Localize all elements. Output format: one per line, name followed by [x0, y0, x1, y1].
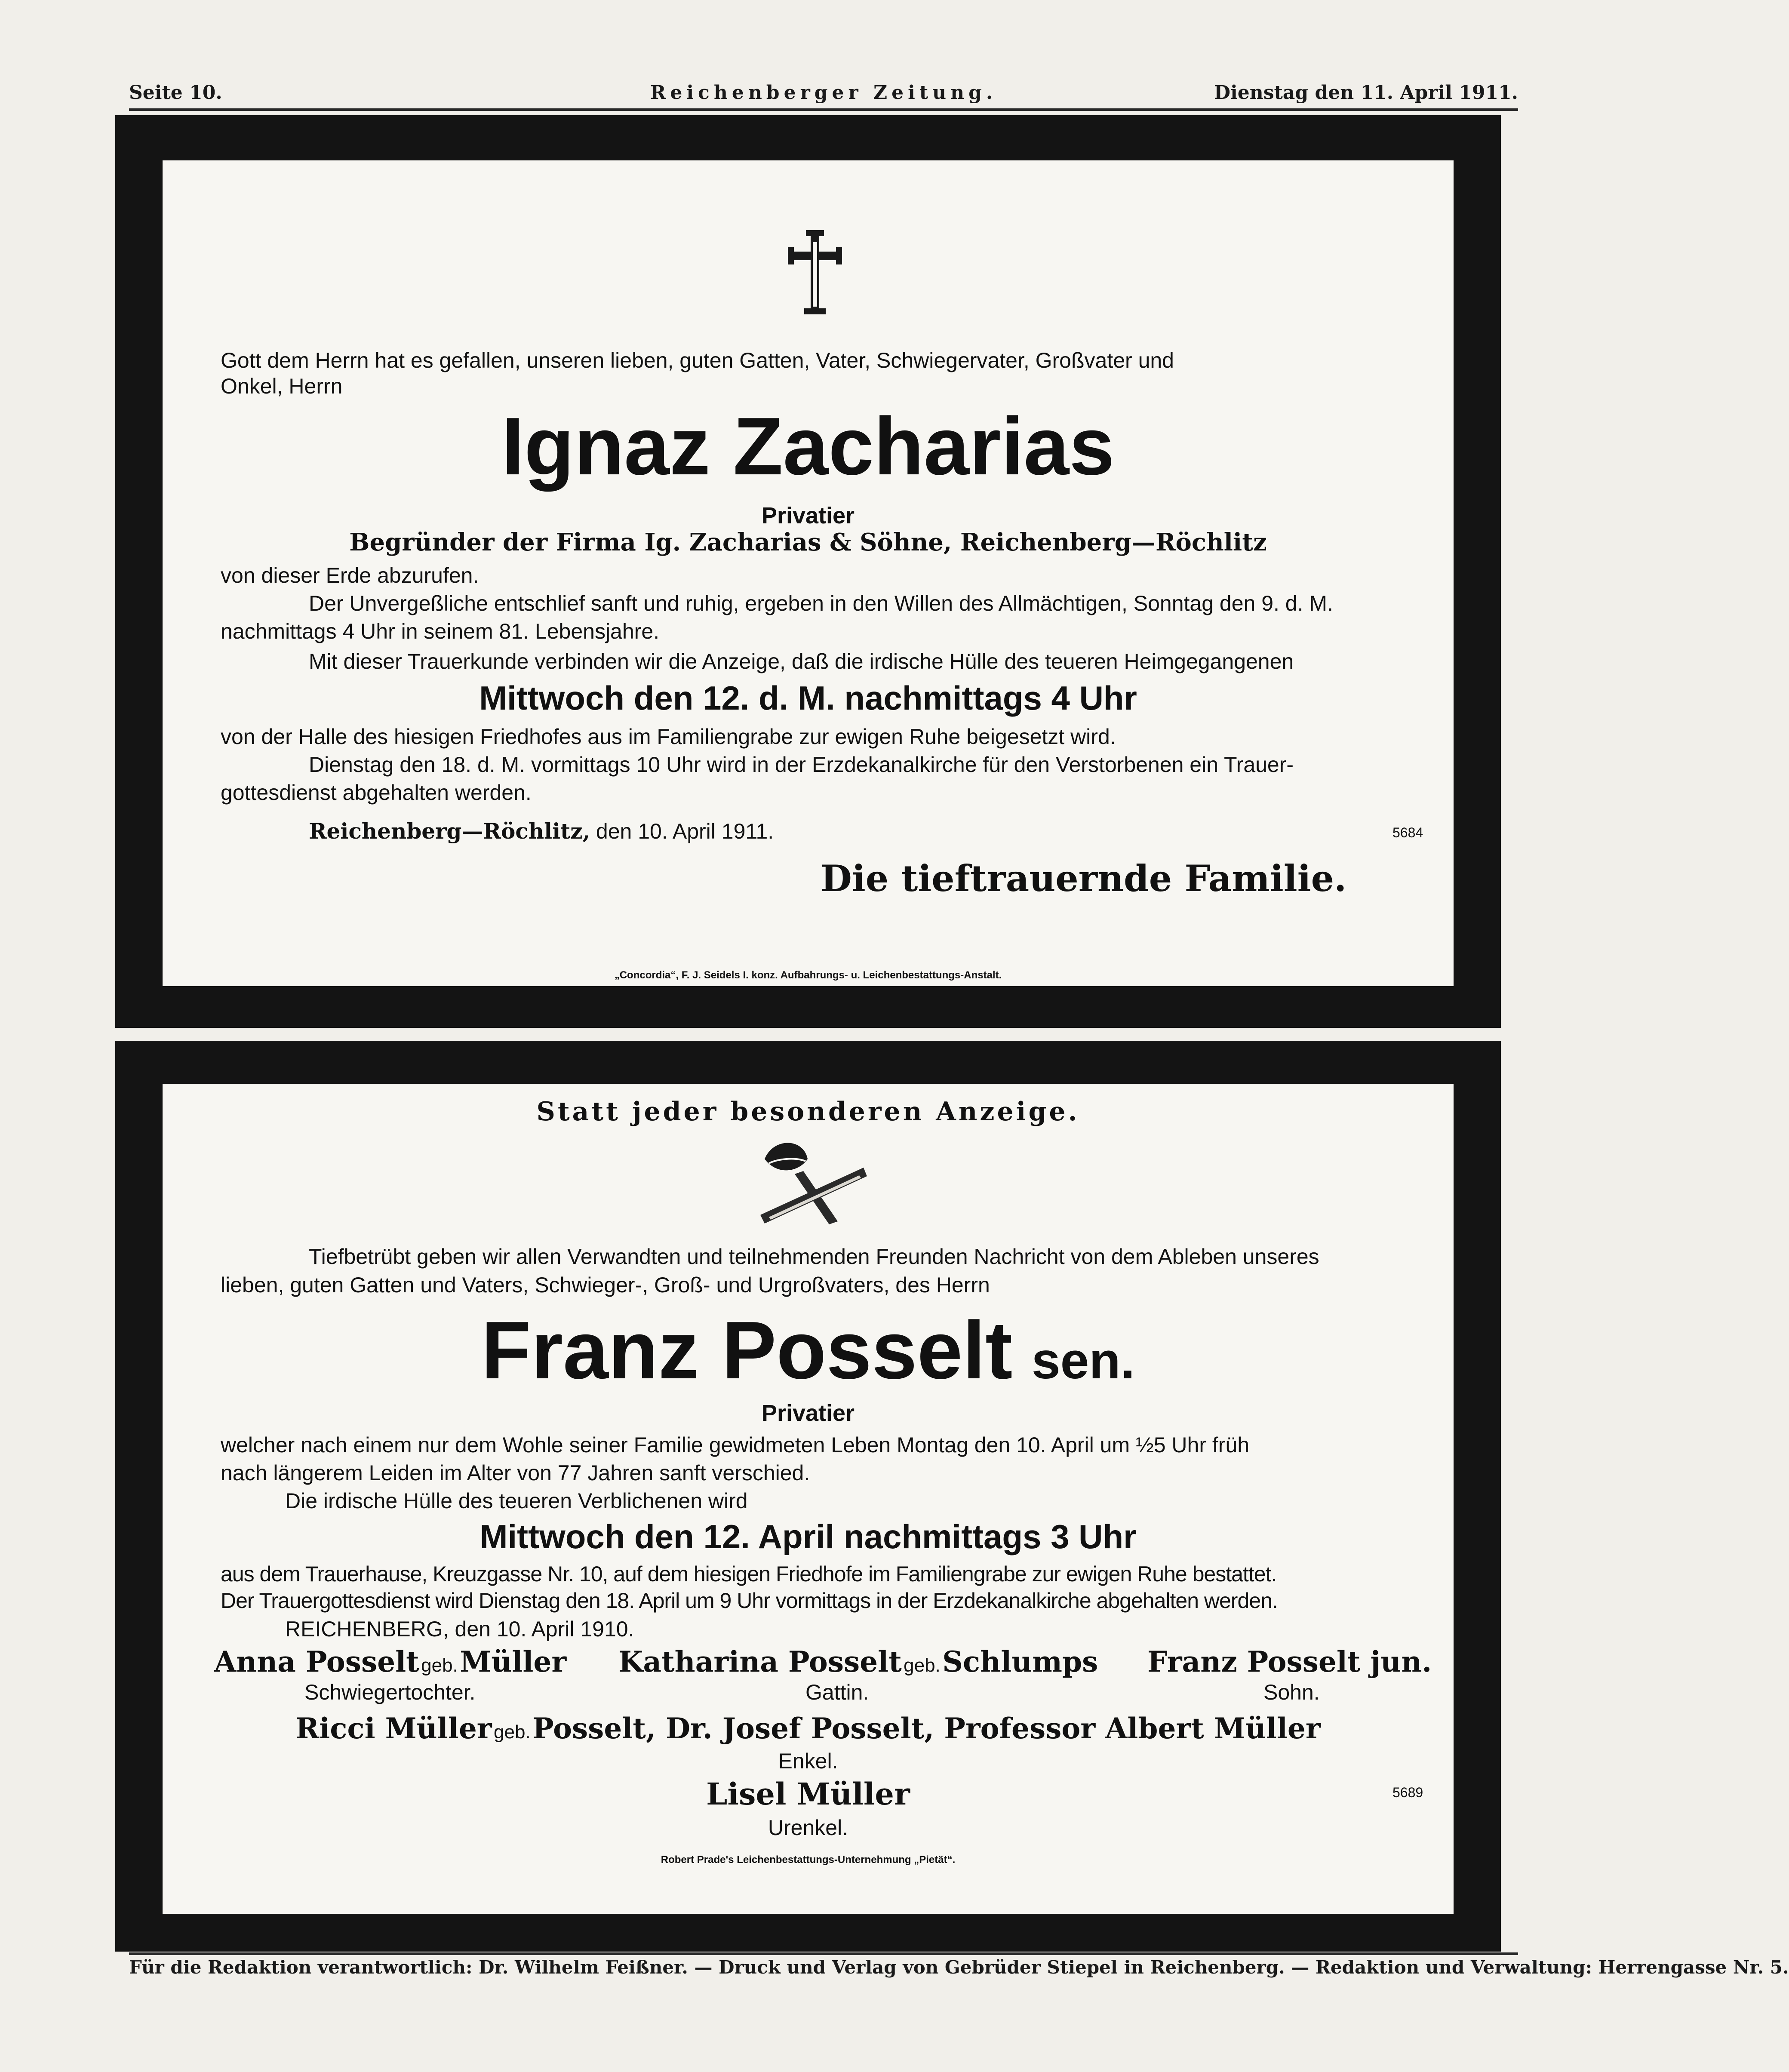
- deceased-occupation: Privatier: [761, 503, 855, 529]
- obituary-frame-posselt: [115, 1041, 1501, 1952]
- undertaker-credit: „Concordia“, F. J. Seidels I. konz. Aufbahrungs- u. Leichenbestattungs-Anstalt.: [614, 969, 1002, 981]
- place: Reichenberg—Röchlitz,: [309, 818, 590, 844]
- deceased-name-line: [163, 1305, 1454, 1406]
- text-line-a: welcher nach einem nur dem Wohle seiner Familie gewidmeten Leben Montag den 10. April um ½5 Uhr früh: [221, 1433, 1250, 1457]
- footer-rule: [129, 1952, 1518, 1955]
- great-grandchild-relation: Urenkel.: [768, 1816, 848, 1840]
- text-line-c: Die irdische Hülle des teueren Verblichenen wird: [285, 1489, 748, 1513]
- header-rule: [129, 108, 1518, 111]
- mourner-2: [618, 1645, 1098, 1679]
- issue-date: Dienstag den 11. April 1911.: [1214, 82, 1518, 104]
- text-line-b: Der Unvergeßliche entschlief sanft und ruhig, ergeben in den Willen des Allmächtigen, Sonntag den 9. d. M.: [309, 591, 1333, 615]
- deceased-name: Franz Posselt: [481, 1305, 1013, 1396]
- funeral-date: Mittwoch den 12. April nachmittags 3 Uhr: [480, 1518, 1137, 1556]
- mourner-geb: geb.: [904, 1655, 941, 1676]
- text-line-g: gottesdienst abgehalten werden.: [221, 781, 532, 805]
- palm-cross-icon: [756, 1133, 868, 1232]
- grandchildren-names: Posselt, Dr. Josef Posselt, Professor Albert Müller: [532, 1712, 1321, 1745]
- mourner-geb: geb.: [421, 1655, 458, 1676]
- deceased-name: Ignaz Zacharias: [501, 401, 1115, 492]
- mourner-maiden: Schlumps: [942, 1645, 1098, 1679]
- page-number: Seite 10.: [129, 82, 222, 104]
- place-date-line: [309, 818, 774, 844]
- text-line-a: von dieser Erde abzurufen.: [221, 563, 479, 587]
- text-line-e: Der Trauergottesdienst wird Dienstag den 18. April um 9 Uhr vormittags in der Erzdekanalkirche abgehalten werden.: [221, 1589, 1278, 1613]
- text-line-d: Mit dieser Trauerkunde verbinden wir die Anzeige, daß die irdische Hülle des teueren Heimgegangenen: [309, 649, 1294, 673]
- mourner-1-relation: Schwiegertochter.: [304, 1680, 476, 1704]
- grandchild-geb: geb.: [494, 1722, 531, 1743]
- signature: Die tieftrauernde Familie.: [821, 857, 1347, 900]
- obituary-frame-zacharias: [115, 115, 1501, 1028]
- place-date: REICHENBERG, den 10. April 1910.: [285, 1617, 634, 1641]
- great-grandchild: Lisel Müller: [706, 1776, 910, 1812]
- mourner-name: Katharina Posselt: [618, 1645, 902, 1679]
- intro-line-1: Tiefbetrübt geben wir allen Verwandten und teilnehmenden Freunden Nachricht von dem Ableben unseres: [309, 1245, 1319, 1269]
- grandchildren: [163, 1712, 1454, 1745]
- text-line-d: aus dem Trauerhause, Kreuzgasse Nr. 10, auf dem hiesigen Friedhofe im Familiengrabe zur ewigen Ruhe bestattet.: [221, 1562, 1277, 1586]
- grandchildren-relation: Enkel.: [778, 1749, 838, 1773]
- reference-number: 5684: [1392, 825, 1423, 840]
- deceased-name-suffix: sen.: [1031, 1332, 1135, 1390]
- page-footer: Für die Redaktion verantwortlich: Dr. Wilhelm Feißner. — Druck und Verlag von Gebrüder Stiepel in Reichenberg. — Redaktion und Verwaltung: Herrengasse Nr. 5.: [129, 1957, 1789, 1978]
- mourner-3-relation: Sohn.: [1263, 1680, 1320, 1704]
- intro-line-2: Onkel, Herrn: [221, 374, 343, 398]
- text-line-f: Dienstag den 18. d. M. vormittags 10 Uhr wird in der Erzdekanalkirche für den Verstorbenen ein Trauer-: [309, 753, 1294, 777]
- text-line-e: von der Halle des hiesigen Friedhofes aus im Familiengrabe zur ewigen Ruhe beigesetzt wird.: [221, 725, 1116, 749]
- date: den 10. April 1911.: [596, 819, 774, 843]
- obituary-posselt: [163, 1084, 1454, 1914]
- mourner-2-relation: Gattin.: [805, 1680, 869, 1704]
- text-line-b: nach längerem Leiden im Alter von 77 Jahren sanft verschied.: [221, 1461, 810, 1485]
- funeral-date: Mittwoch den 12. d. M. nachmittags 4 Uhr: [479, 679, 1137, 717]
- obituary-zacharias: [163, 160, 1454, 986]
- intro-line-2: lieben, guten Gatten und Vaters, Schwieger-, Groß- und Urgroßvaters, des Herrn: [221, 1273, 990, 1297]
- page-header: [129, 77, 1518, 108]
- mourner-3: Franz Posselt jun.: [1147, 1645, 1432, 1679]
- undertaker-credit: Robert Prade's Leichenbestattungs-Unternehmung „Pietät“.: [661, 1854, 956, 1866]
- mourner-maiden: Müller: [460, 1645, 567, 1679]
- mourner-1: [214, 1645, 566, 1679]
- mourner-name: Anna Posselt: [214, 1645, 419, 1679]
- company-founder: Begründer der Firma Ig. Zacharias & Söhne, Reichenberg—Röchlitz: [349, 528, 1267, 556]
- intro-line-1: Gott dem Herrn hat es gefallen, unseren lieben, guten Gatten, Vater, Schwiegervater, Großvater und: [221, 348, 1174, 372]
- grandchild-1: Ricci Müller: [295, 1712, 492, 1745]
- notice-heading: Statt jeder besonderen Anzeige.: [536, 1097, 1080, 1127]
- reference-number: 5689: [1392, 1785, 1423, 1800]
- text-line-c: nachmittags 4 Uhr in seinem 81. Lebensjahre.: [221, 619, 660, 643]
- deceased-occupation: Privatier: [761, 1400, 855, 1426]
- cross-icon: [787, 229, 843, 315]
- newspaper-title: Reichenberger Zeitung.: [650, 82, 997, 104]
